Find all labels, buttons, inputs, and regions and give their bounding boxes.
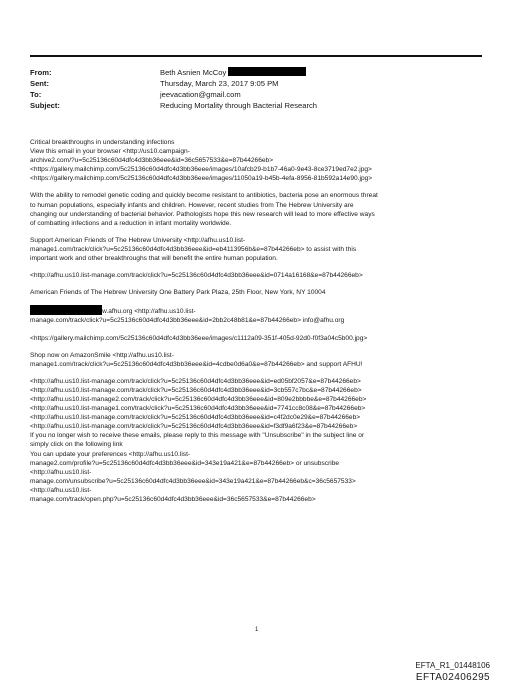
link-list: [30, 377, 482, 432]
paragraph-line: of combatting infections and a reduction in infant mortality worldwide.: [30, 219, 232, 227]
track-link-line: <http://afhu.us10.list-manage.com/track/click?u=5c25136c60d4dfc4d3bb36eee&id=0714a16168&e=87b44266eb>: [30, 272, 363, 280]
track-link: [30, 271, 482, 280]
footer-block: [30, 431, 482, 504]
paragraph-line: changing our understanding of bacterial behavior. Pathologists hope this new research will lead to more effective ways: [30, 210, 375, 218]
redaction-box: [30, 305, 102, 315]
list-item: <http://afhu.us10.list-manage.com/track/click?u=5c25136c60d4dfc4d3bb36eee&id=3cb557c7bc&e=87b44266eb>: [30, 386, 362, 394]
shop-paragraph: [30, 351, 482, 369]
list-item: <http://afhu.us10.list-manage.com/track/click?u=5c25136c60d4dfc4d3bb36eee&id=c4f2dc0e29&e=87b44266eb>: [30, 414, 361, 422]
footer-line: manage.com/unsubscribe?u=5c25136c60d4dfc4d3bb36eee&id=343e19a421&e=87b44266eb&c=36c5657533>: [30, 477, 356, 485]
gallery-link-line: <https://gallery.mailchimp.com/5c25136c60d4dfc4d3bb36eee/images/c1112a09-351f-405d-92d0-f0f3a04c5b00.jpg>: [30, 334, 368, 342]
intro-line: <https://gallery.mailchimp.com/5c25136c60d4dfc4d3bb36eee/images/11050a19-b45b-4efa-8956-81b592a14e90.jpg>: [30, 175, 373, 183]
support-line: Support American Friends of The Hebrew University <http://afhu.us10.list-: [30, 236, 246, 244]
website-block: [30, 305, 482, 325]
list-item: <http://afhu.us10.list-manage2.com/track/click?u=5c25136c60d4dfc4d3bb36eee&id=809e2bbbbe&e=87b44266eb>: [30, 395, 367, 403]
list-item: <http://afhu.us10.list-manage.com/track/click?u=5c25136c60d4dfc4d3bb36eee&id=ed05bf2057&e=87b44266eb>: [30, 377, 361, 385]
paragraph-line: to human populations, especially infants and children. However, recent studies from The Hebrew University are: [30, 201, 354, 209]
subject-row: [30, 100, 482, 111]
from-label: From:: [30, 68, 52, 77]
gallery-link: [30, 334, 482, 343]
intro-line: Critical breakthroughs in understanding infections: [30, 139, 175, 146]
footer-line: <http://afhu.us10.list-: [30, 486, 92, 494]
article-paragraph: [30, 191, 482, 227]
subject-label: Subject:: [30, 101, 60, 110]
website-line-2: manage.com/track/click?u=5c25136c60d4dfc4d3bb36eee&id=2bb2c48b81&e=87b44266eb> info@afhu.org: [30, 317, 345, 325]
redaction-box: [228, 67, 306, 76]
footer-line: <http://afhu.us10.list-: [30, 468, 92, 476]
shop-line: Shop now on AmazonSmile <http://afhu.us10.list-: [30, 351, 174, 359]
list-item: <http://afhu.us10.list-manage1.com/track/click?u=5c25136c60d4dfc4d3bb36eee&id=7741cc8c08&e=87b44266eb>: [30, 405, 366, 413]
footer-line: simply click on the following link: [30, 441, 123, 449]
to-label: To:: [30, 90, 42, 99]
sent-label: Sent:: [30, 79, 49, 88]
paragraph-line: With the ability to remodel genetic coding and quickly become resistant to antibiotics, bacteria pose an enormous threat: [30, 192, 378, 200]
bates-stamp-2: EFTA02406295: [415, 672, 490, 683]
list-item: <http://afhu.us10.list-manage.com/track/click?u=5c25136c60d4dfc4d3bb36eee&id=f3df9a6f23&e=87b44266eb>: [30, 423, 358, 431]
email-body: [30, 138, 482, 504]
sent-row: [30, 78, 482, 89]
footer-line: If you no longer wish to receive these emails, please reply to this message with "Unsubscribe" in the subject line or: [30, 432, 365, 440]
support-paragraph: [30, 236, 482, 263]
email-header: [30, 67, 482, 111]
to-row: [30, 89, 482, 100]
from-value: Beth Asnien McCoy: [160, 68, 227, 77]
subject-value: Reducing Mortality through Bacterial Research: [160, 101, 318, 110]
intro-line: archive2.com/?u=5c25136c60d4dfc4d3bb36eee&id=36c5657533&e=87b44266eb>: [30, 157, 274, 165]
footer-line: manage2.com/profile?u=5c25136c60d4dfc4d3bb36eee&id=343e19a421&e=87b44266eb> or unsubscribe: [30, 459, 340, 467]
intro-line: <https://gallery.mailchimp.com/5c25136c60d4dfc4d3bb36eee/images/10afcb29-b1b7-46a0-9e43-8ce3719ed7e2.jpg>: [30, 166, 372, 174]
support-line: manage1.com/track/click?u=5c25136c60d4dfc4d3bb36eee&id=eb4113956b&e=87b44266eb> to assist with this: [30, 245, 357, 253]
footer-line: You can update your preferences <http://afhu.us10.list-: [30, 450, 191, 458]
shop-line: manage1.com/track/click?u=5c25136c60d4dfc4d3bb36eee&id=4cdbe0d6a0&e=87b44266eb> and support AFHU!: [30, 360, 363, 368]
sent-value: Thursday, March 23, 2017 9:05 PM: [160, 79, 279, 88]
address-text: American Friends of The Hebrew University One Battery Park Plaza, 25th Floor, New York, NY 10004: [30, 289, 326, 297]
page-number: 1: [255, 627, 259, 633]
support-line: important work and other breakthroughs that will benefit the entire human population.: [30, 255, 278, 263]
footer-line: manage.com/track/open.php?u=5c25136c60d4dfc4d3bb36eee&id=36c5657533&e=87b44266eb>: [30, 496, 316, 503]
website-line: w.afhu.org <http://afhu.us10.list-: [102, 308, 196, 316]
bates-stamp-1: EFTA_R1_01448106: [415, 661, 490, 670]
intro-line: View this email in your browser <http://us10.campaign-: [30, 148, 190, 156]
intro-block: [30, 138, 482, 183]
from-row: [30, 67, 482, 78]
header-rule: [30, 55, 482, 57]
to-value: jeevacation@gmail.com: [160, 90, 241, 99]
address-line: [30, 288, 482, 297]
